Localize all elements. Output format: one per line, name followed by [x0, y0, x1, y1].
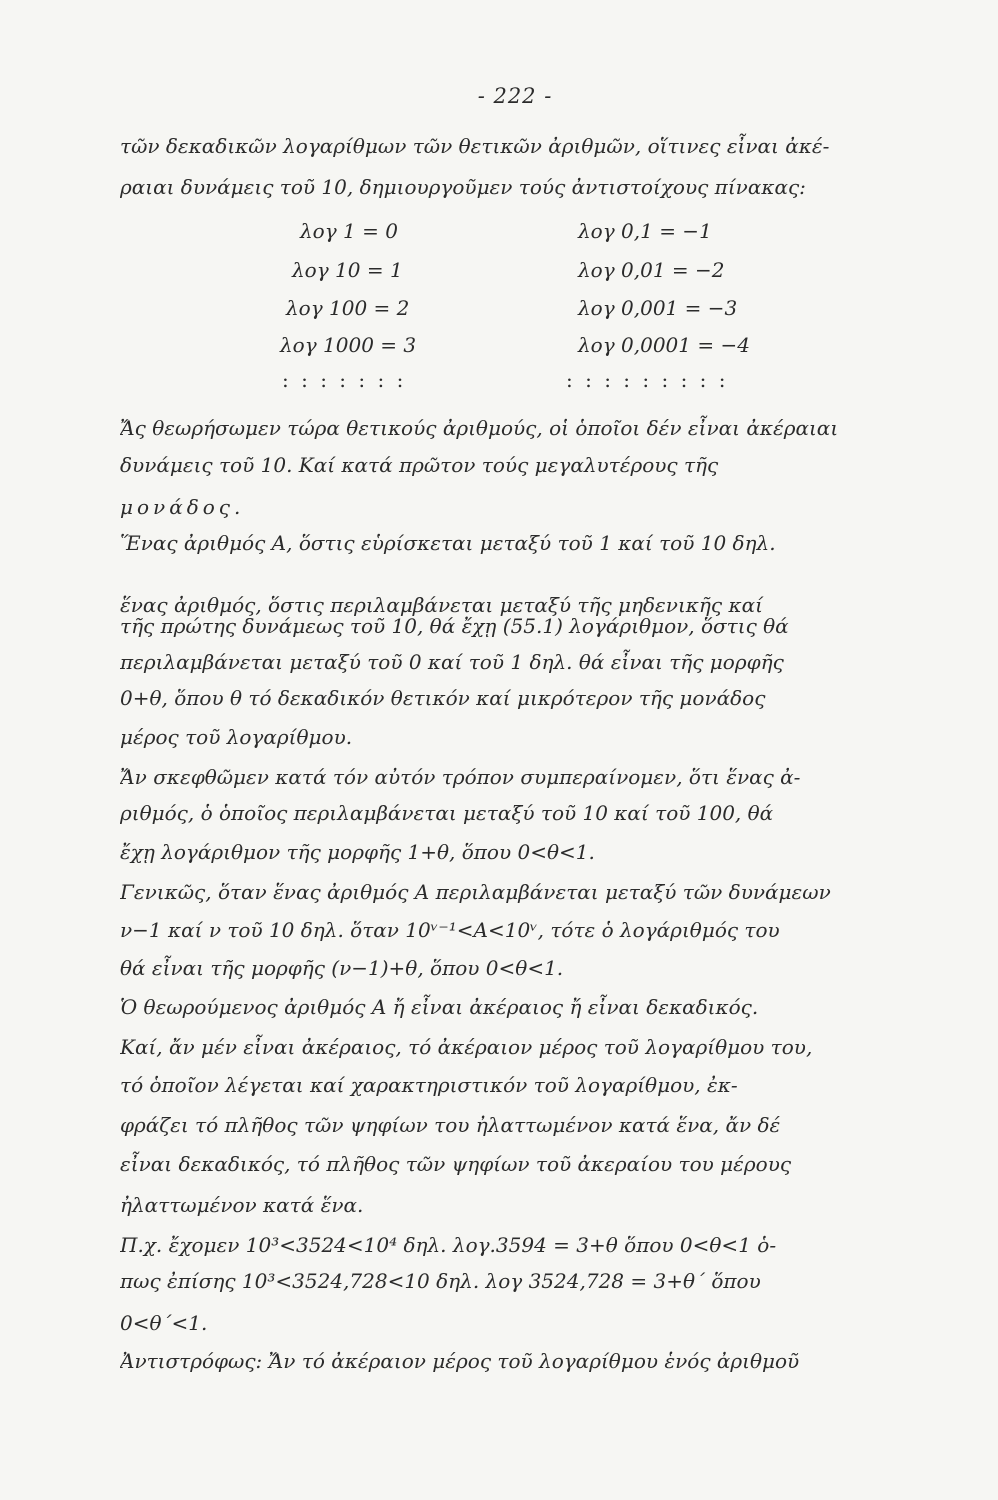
- table-right-row: λογ 0,1 = −1: [578, 219, 712, 243]
- body-line: 0<θ΄<1.: [120, 1311, 208, 1335]
- table-right-row: λογ 0,0001 = −4: [578, 333, 750, 357]
- table-right-dots: : : : : : : : : :: [566, 368, 729, 392]
- table-right-row: λογ 0,01 = −2: [578, 258, 725, 282]
- body-line: μέρος τοῦ λογαρίθμου.: [120, 725, 353, 749]
- body-line: πως ἐπίσης 10³<3524,728<10 δηλ. λογ 3524,728 = 3+θ΄ ὅπου: [120, 1269, 761, 1293]
- page-number: - 222 -: [477, 84, 553, 108]
- body-line: ἔχῃ λογάριθμον τῆς μορφῆς 1+θ, ὅπου 0<θ<1.: [120, 840, 595, 864]
- table-left-row: λογ 10 = 1: [292, 258, 403, 282]
- body-line: Ὁ θεωρούμενος ἀριθμός Α ἤ εἶναι ἀκέραιος ἤ εἶναι δεκαδικός.: [120, 995, 759, 1019]
- body-line: θά εἶναι τῆς μορφῆς (ν−1)+θ, ὅπου 0<θ<1.: [120, 956, 564, 980]
- body-line: ριθμός, ὁ ὁποῖος περιλαμβάνεται μεταξύ τοῦ 10 καί τοῦ 100, θά: [120, 801, 774, 825]
- body-line: τῆς πρώτης δυνάμεως τοῦ 10, θά ἔχῃ (55.1) λογάριθμον, ὅστις θά: [120, 614, 789, 638]
- body-line: μονάδος.: [120, 495, 245, 519]
- intro-line: τῶν δεκαδικῶν λογαρίθμων τῶν θετικῶν ἀριθμῶν, οἵτινες εἶναι ἀκέ-: [120, 134, 830, 158]
- body-line: Π.χ. ἔχομεν 10³<3524<10⁴ δηλ. λογ.3594 = 3+θ ὅπου 0<θ<1 ὁ-: [120, 1233, 777, 1257]
- body-line: Γενικῶς, ὅταν ἕνας ἀριθμός Α περιλαμβάνεται μεταξύ τῶν δυνάμεων: [120, 880, 831, 904]
- body-line: Ἀντιστρόφως: Ἄν τό ἀκέραιον μέρος τοῦ λογαρίθμου ἑνός ἀριθμοῦ: [120, 1349, 800, 1373]
- body-line: 0+θ, ὅπου θ τό δεκαδικόν θετικόν καί μικρότερον τῆς μονάδος: [120, 686, 766, 710]
- body-line: ἕνας ἀριθμός, ὅστις περιλαμβάνεται μεταξύ τῆς μηδενικῆς καί: [120, 593, 763, 617]
- body-line: τό ὁποῖον λέγεται καί χαρακτηριστικόν τοῦ λογαρίθμου, ἐκ-: [120, 1073, 738, 1097]
- body-line: Ἕνας ἀριθμός Α, ὅστις εὑρίσκεται μεταξύ τοῦ 1 καί τοῦ 10 δηλ.: [120, 531, 776, 555]
- table-left-row: λογ 1 = 0: [300, 219, 398, 243]
- body-line: εἶναι δεκαδικός, τό πλῆθος τῶν ψηφίων τοῦ ἀκεραίου του μέρους: [120, 1152, 792, 1176]
- body-line: Καί, ἄν μέν εἶναι ἀκέραιος, τό ἀκέραιον μέρος τοῦ λογαρίθμου του,: [120, 1035, 813, 1059]
- table-left-dots: : : : : : : :: [282, 368, 407, 392]
- body-line: ν−1 καί ν τοῦ 10 δηλ. ὅταν 10ᵛ⁻¹<Α<10ᵛ, τότε ὁ λογάριθμός του: [120, 918, 780, 942]
- table-right-row: λογ 0,001 = −3: [578, 296, 738, 320]
- body-line: ἠλαττωμένον κατά ἕνα.: [120, 1193, 364, 1217]
- table-left-row: λογ 100 = 2: [286, 296, 410, 320]
- body-line: φράζει τό πλῆθος τῶν ψηφίων του ἠλαττωμένον κατά ἕνα, ἄν δέ: [120, 1113, 781, 1137]
- body-line: δυνάμεις τοῦ 10. Καί κατά πρῶτον τούς μεγαλυτέρους τῆς: [120, 453, 719, 477]
- body-line: Ἄν σκεφθῶμεν κατά τόν αὐτόν τρόπον συμπεραίνομεν, ὅτι ἕνας ἀ-: [120, 765, 801, 789]
- body-line: Ἄς θεωρήσωμεν τώρα θετικούς ἀριθμούς, οἱ ὁποῖοι δέν εἶναι ἀκέραιαι: [120, 416, 839, 440]
- body-line: περιλαμβάνεται μεταξύ τοῦ 0 καί τοῦ 1 δηλ. θά εἶναι τῆς μορφῆς: [120, 650, 784, 674]
- intro-line: ραιαι δυνάμεις τοῦ 10, δημιουργοῦμεν τούς ἀντιστοίχους πίνακας:: [120, 175, 806, 199]
- table-left-row: λογ 1000 = 3: [280, 333, 417, 357]
